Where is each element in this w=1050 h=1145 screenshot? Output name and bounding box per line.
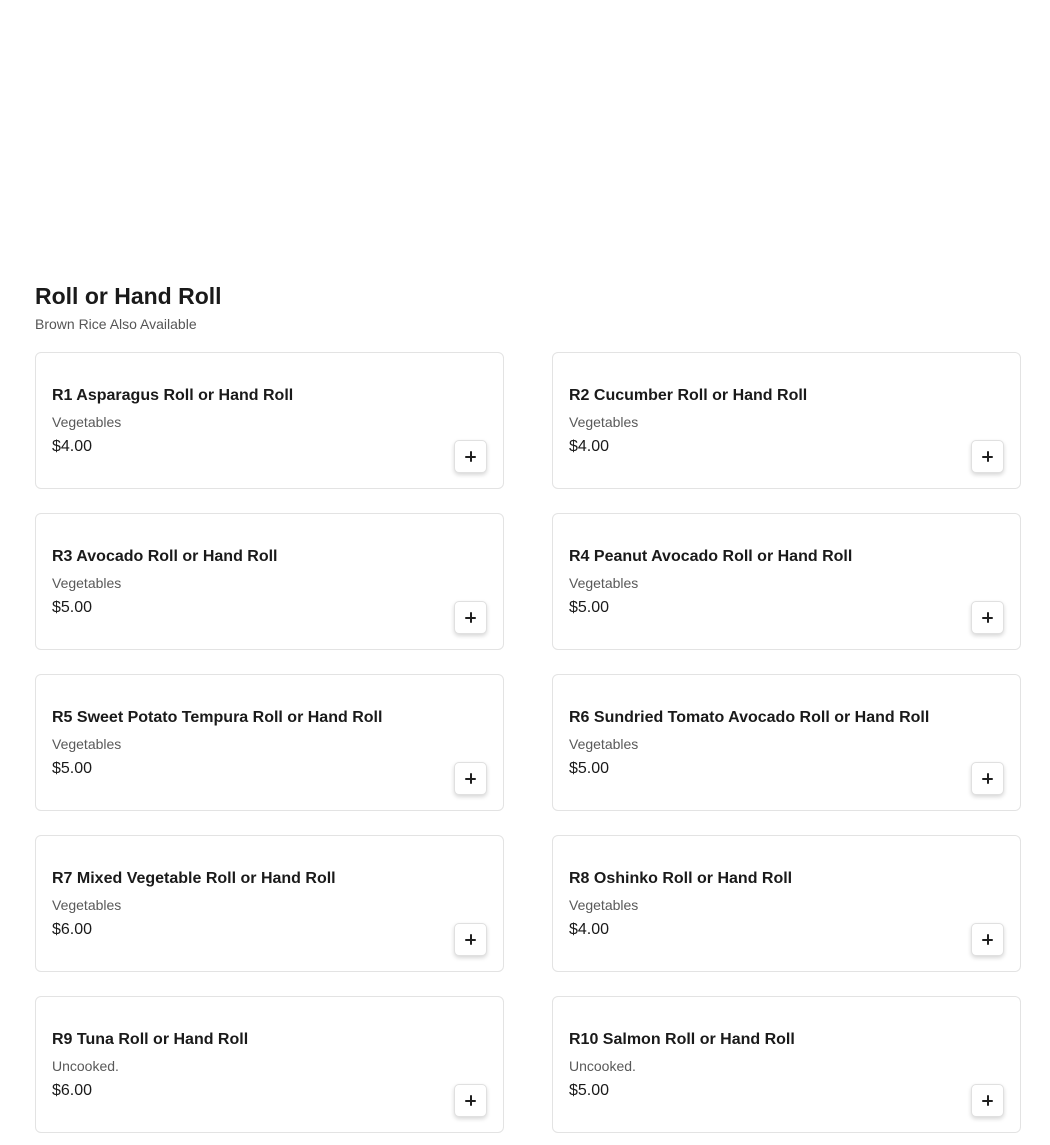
- add-to-cart-button[interactable]: [454, 762, 487, 795]
- item-price: $6.00: [52, 921, 93, 938]
- item-price: $5.00: [52, 760, 93, 777]
- menu-item-card[interactable]: [35, 352, 504, 489]
- add-to-cart-button[interactable]: [971, 1084, 1004, 1117]
- menu-item-card[interactable]: [552, 835, 1021, 972]
- section-subtitle: Brown Rice Also Available: [35, 316, 197, 332]
- plus-icon: [465, 451, 476, 462]
- plus-icon: [465, 773, 476, 784]
- menu-item-card[interactable]: [552, 674, 1021, 811]
- item-description: Vegetables: [52, 897, 122, 913]
- item-price: $6.00: [52, 1082, 93, 1099]
- item-description: Vegetables: [569, 575, 639, 591]
- item-description: Vegetables: [569, 736, 639, 752]
- item-price: $5.00: [569, 1082, 610, 1099]
- add-to-cart-button[interactable]: [971, 923, 1004, 956]
- item-name: R5 Sweet Potato Tempura Roll or Hand Roll: [52, 709, 383, 726]
- item-price: $4.00: [569, 438, 610, 455]
- item-description: Vegetables: [569, 897, 639, 913]
- item-name: R9 Tuna Roll or Hand Roll: [52, 1031, 249, 1048]
- menu-item-card[interactable]: [35, 513, 504, 650]
- plus-icon: [465, 1095, 476, 1106]
- menu-section: [35, 280, 1021, 1099]
- plus-icon: [982, 934, 993, 945]
- plus-icon: [982, 1095, 993, 1106]
- menu-item-card[interactable]: [35, 835, 504, 972]
- item-price: $4.00: [52, 438, 93, 455]
- section-title: Roll or Hand Roll: [35, 283, 222, 309]
- plus-icon: [465, 934, 476, 945]
- item-description: Vegetables: [52, 575, 122, 591]
- item-name: R1 Asparagus Roll or Hand Roll: [52, 387, 294, 404]
- add-to-cart-button[interactable]: [454, 1084, 487, 1117]
- plus-icon: [982, 612, 993, 623]
- menu-item-card[interactable]: [35, 996, 504, 1133]
- plus-icon: [982, 773, 993, 784]
- item-price: $4.00: [569, 921, 610, 938]
- item-description: Uncooked.: [569, 1058, 636, 1074]
- add-to-cart-button[interactable]: [971, 440, 1004, 473]
- item-name: R4 Peanut Avocado Roll or Hand Roll: [569, 548, 853, 565]
- menu-item-card[interactable]: [552, 352, 1021, 489]
- plus-icon: [982, 451, 993, 462]
- item-name: R2 Cucumber Roll or Hand Roll: [569, 387, 808, 404]
- add-to-cart-button[interactable]: [454, 440, 487, 473]
- menu-items-grid: [35, 352, 1021, 1133]
- item-description: Vegetables: [52, 414, 122, 430]
- item-price: $5.00: [52, 599, 93, 616]
- add-to-cart-button[interactable]: [971, 762, 1004, 795]
- item-price: $5.00: [569, 599, 610, 616]
- item-name: R7 Mixed Vegetable Roll or Hand Roll: [52, 870, 336, 887]
- item-name: R10 Salmon Roll or Hand Roll: [569, 1031, 795, 1048]
- item-name: R8 Oshinko Roll or Hand Roll: [569, 870, 793, 887]
- menu-item-card[interactable]: [552, 513, 1021, 650]
- menu-item-card[interactable]: [552, 996, 1021, 1133]
- item-description: Vegetables: [569, 414, 639, 430]
- item-description: Uncooked.: [52, 1058, 119, 1074]
- add-to-cart-button[interactable]: [971, 601, 1004, 634]
- item-price: $5.00: [569, 760, 610, 777]
- menu-item-card[interactable]: [35, 674, 504, 811]
- item-name: R6 Sundried Tomato Avocado Roll or Hand Roll: [569, 709, 930, 726]
- item-description: Vegetables: [52, 736, 122, 752]
- plus-icon: [465, 612, 476, 623]
- add-to-cart-button[interactable]: [454, 601, 487, 634]
- item-name: R3 Avocado Roll or Hand Roll: [52, 548, 278, 565]
- add-to-cart-button[interactable]: [454, 923, 487, 956]
